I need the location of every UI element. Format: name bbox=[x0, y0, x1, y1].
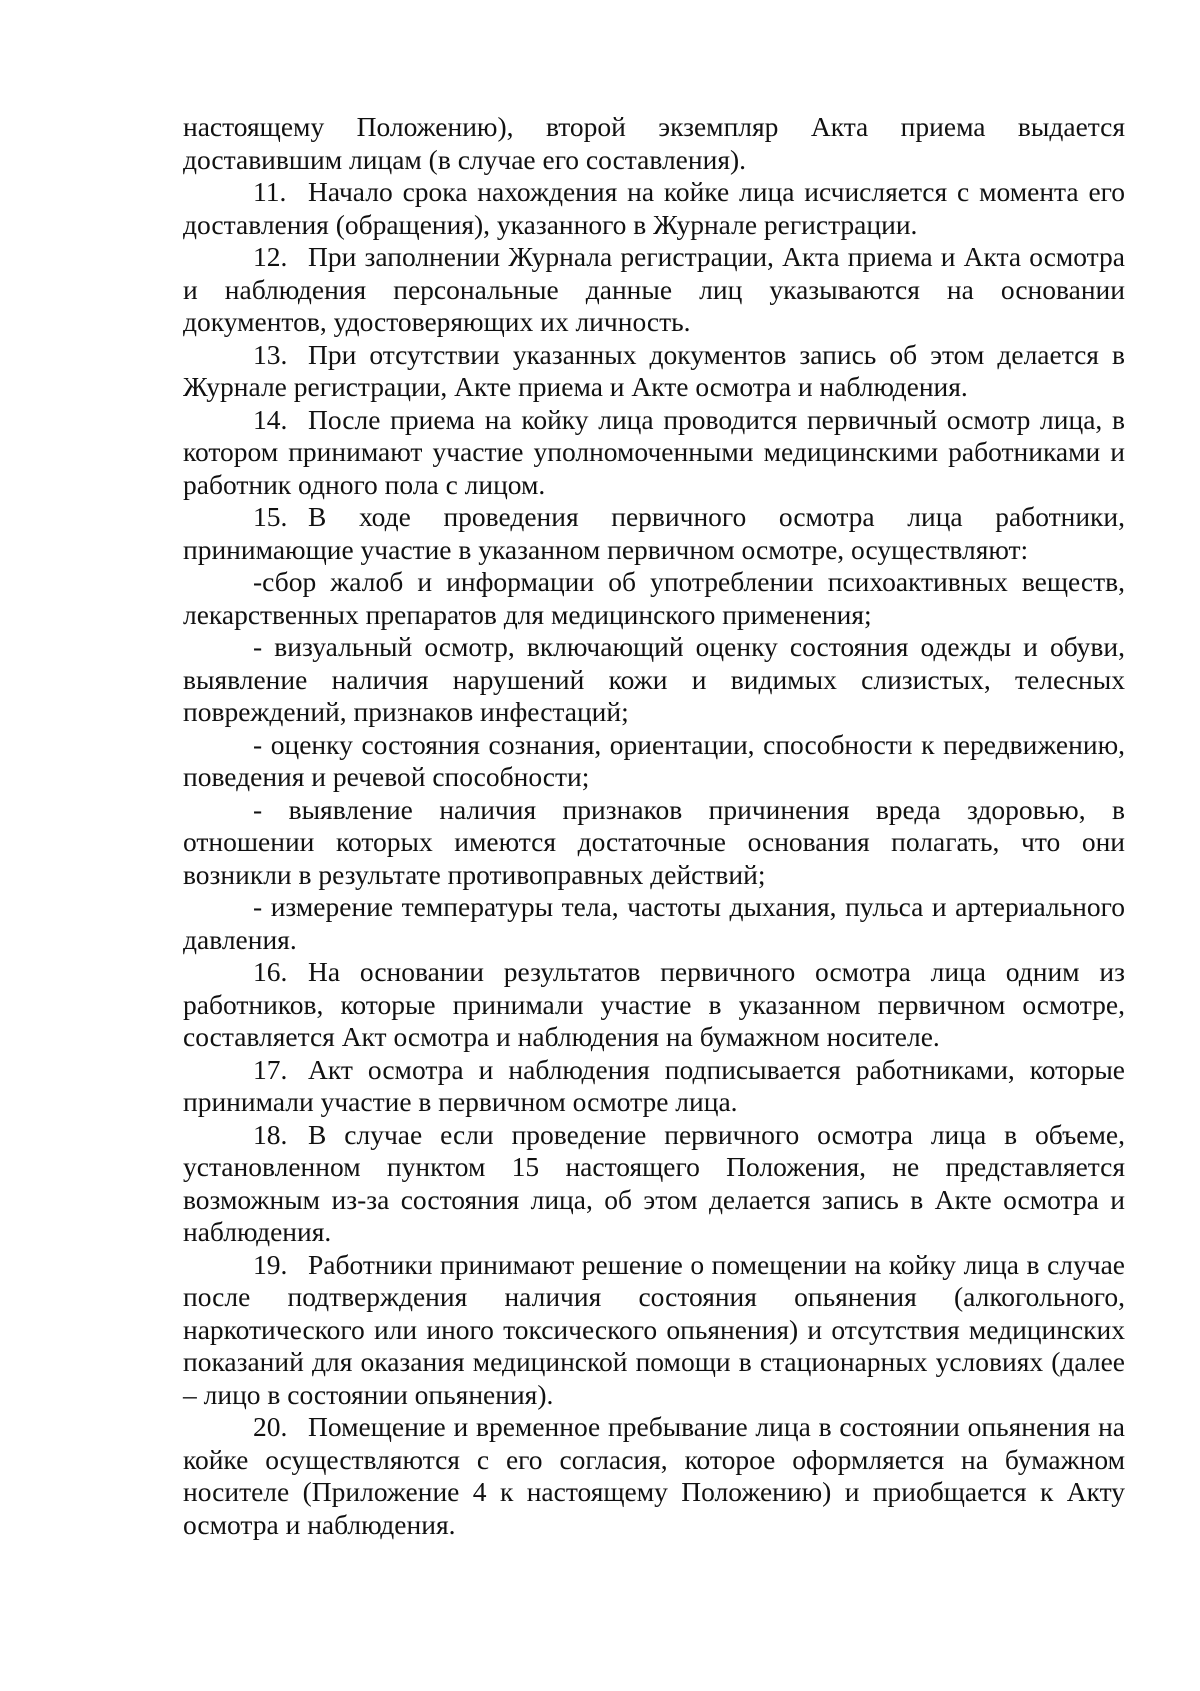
paragraph-number: 11. bbox=[253, 176, 287, 207]
paragraph-number: 18. bbox=[253, 1118, 288, 1150]
paragraph-continuation bbox=[183, 111, 1125, 176]
paragraph-text: На основании результатов первичного осмотра лица одним из работников, которые принимали участие в указанном первичном осмотре, составляется Акт осмотра и наблюдения на бумажном носителе. bbox=[183, 956, 1125, 1052]
paragraph-text: Начало срока нахождения на койке лица исчисляется с момента его доставления (обращения), указанного в Журнале регистрации. bbox=[183, 176, 1125, 240]
list-item-complaints bbox=[183, 566, 1125, 631]
paragraph-text: Акт осмотра и наблюдения подписывается работниками, которые принимали участие в первичном осмотре лица. bbox=[183, 1053, 1125, 1117]
paragraph-text: В случае если проведение первичного осмотра лица в объеме, установленном пунктом 15 настоящего Положения, не представляется возможным из-за состояния лица, об этом делается запись в Акте осмотра и наблюдения. bbox=[183, 1118, 1125, 1247]
paragraph-number: 20. bbox=[253, 1411, 288, 1442]
paragraph-number: 17. bbox=[253, 1053, 288, 1085]
paragraph-16 bbox=[183, 956, 1125, 1054]
paragraph-text: В ходе проведения первичного осмотра лица работники, принимающие участие в указанном первичном осмотре, осуществляют: bbox=[183, 501, 1125, 565]
paragraph-number: 19. bbox=[253, 1248, 288, 1280]
paragraph-19 bbox=[183, 1249, 1125, 1412]
list-item-vitals bbox=[183, 891, 1125, 956]
paragraph-number: 14. bbox=[253, 403, 288, 435]
list-item-text: -сбор жалоб и информации об употреблении психоактивных веществ, лекарственных препаратов для медицинского применения; bbox=[183, 566, 1125, 630]
paragraph-text: Помещение и временное пребывание лица в состоянии опьянения на койке осуществляются с его согласия, которое оформляется на бумажном носителе (Приложение 4 к настоящему Положению) и приобщается к Акту осмотра и наблюдения. bbox=[183, 1411, 1125, 1540]
paragraph-15 bbox=[183, 501, 1125, 566]
paragraph-11 bbox=[183, 176, 1125, 241]
paragraph-14 bbox=[183, 404, 1125, 502]
list-item-consciousness bbox=[183, 729, 1125, 794]
paragraph-13 bbox=[183, 339, 1125, 404]
paragraph-number: 16. bbox=[253, 956, 288, 987]
paragraph-number: 13. bbox=[253, 338, 288, 370]
paragraph-text: настоящему Положению), второй экземпляр Акта приема выдается доставившим лицам (в случае его составления). bbox=[183, 111, 1125, 175]
paragraph-text: После приема на койку лица проводится первичный осмотр лица, в котором принимают участие уполномоченными медицинскими работниками и работник одного пола с лицом. bbox=[183, 403, 1125, 500]
paragraph-number: 15. bbox=[253, 501, 288, 532]
paragraph-text: При отсутствии указанных документов запись об этом делается в Журнале регистрации, Акте приема и Акте осмотра и наблюдения. bbox=[183, 338, 1125, 402]
paragraph-text: При заполнении Журнала регистрации, Акта приема и Акта осмотра и наблюдения персональные данные лиц указываются на основании документов, удостоверяющих их личность. bbox=[183, 241, 1125, 337]
paragraph-17 bbox=[183, 1054, 1125, 1119]
list-item-harm-signs bbox=[183, 794, 1125, 892]
paragraph-text: Работники принимают решение о помещении на койку лица в случае после подтверждения наличия состояния опьянения (алкогольного, наркотического или иного токсического опьянения) и отсутствия медицинских показаний для оказания медицинской помощи в стационарных условиях (далее – лицо в состоянии опьянения). bbox=[183, 1248, 1125, 1410]
paragraph-18 bbox=[183, 1119, 1125, 1249]
list-item-text: - выявление наличия признаков причинения вреда здоровью, в отношении которых имеются достаточные основания полагать, что они возникли в результате противоправных действий; bbox=[183, 793, 1125, 890]
paragraph-20 bbox=[183, 1411, 1125, 1541]
list-item-text: - оценку состояния сознания, ориентации, способности к передвижению, поведения и речевой способности; bbox=[183, 728, 1125, 792]
paragraph-number: 12. bbox=[253, 241, 288, 272]
list-item-text: - визуальный осмотр, включающий оценку состояния одежды и обуви, выявление наличия нарушений кожи и видимых слизистых, телесных повреждений, признаков инфестаций; bbox=[183, 631, 1125, 727]
paragraph-12 bbox=[183, 241, 1125, 339]
list-item-text: - измерение температуры тела, частоты дыхания, пульса и артериального давления. bbox=[183, 891, 1125, 955]
document-body bbox=[183, 111, 1125, 1541]
list-item-visual-exam bbox=[183, 631, 1125, 729]
